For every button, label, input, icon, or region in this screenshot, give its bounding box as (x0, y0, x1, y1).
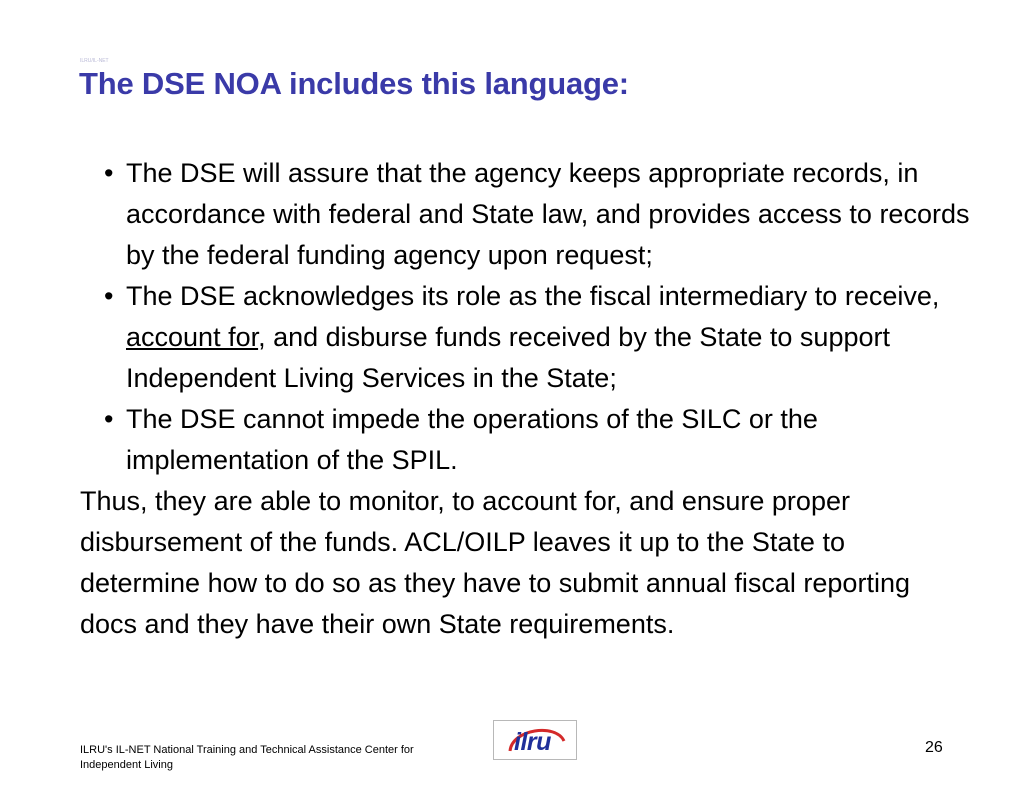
bullet-item-3 (80, 399, 970, 481)
bullet-text-after: , and disburse funds received by the State to support Independent Living Services in the State; (126, 322, 890, 393)
footer-org-text: ILRU's IL-NET National Training and Technical Assistance Center for Independent Living (80, 744, 414, 771)
slide-small-label: ILRU/IL-NET (80, 58, 109, 64)
summary-paragraph: Thus, they are able to monitor, to account for, and ensure proper disbursement of the funds. ACL/OILP leaves it up to the State to determine how to do so as they have to submit annual fiscal reporting docs and they have their own State requirements. (80, 486, 910, 639)
page-number: 26 (925, 739, 943, 756)
bullet-marker: • (104, 404, 114, 434)
bullet-marker: • (104, 158, 114, 188)
bullet-text: The DSE cannot impede the operations of the SILC or the implementation of the SPIL. (126, 404, 818, 475)
bullet-text-underlined: account for (126, 322, 259, 352)
logo-text: ilru (514, 728, 551, 756)
bullet-marker: • (104, 281, 114, 311)
slide-body (80, 153, 970, 645)
bullet-item-1 (80, 153, 970, 276)
bullet-text-before: The DSE acknowledges its role as the fiscal intermediary to receive, (126, 281, 940, 311)
ilru-logo-icon (493, 720, 577, 760)
slide-title: The DSE NOA includes this language: (79, 66, 629, 101)
bullet-item-2 (80, 276, 970, 399)
bullet-text: The DSE will assure that the agency keeps appropriate records, in accordance with federal and State law, and provides access to records by the federal funding agency upon request; (126, 158, 970, 270)
